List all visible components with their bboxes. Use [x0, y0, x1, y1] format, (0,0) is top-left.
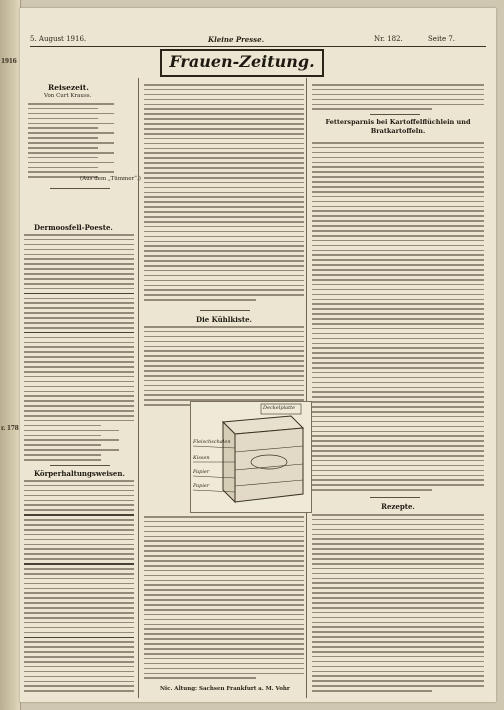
article-text: [312, 142, 484, 494]
article-text: [144, 516, 304, 682]
article-title-dermoosfell: Dermoosfell-Poeste.: [34, 223, 113, 232]
newspaper-page: [20, 8, 496, 702]
label-papier-2: Papier: [193, 483, 210, 489]
article-text: [24, 480, 134, 695]
separator: [50, 188, 110, 189]
article-title-rezepte: Rezepte.: [381, 502, 415, 511]
column-divider: [138, 78, 139, 698]
article-text: [144, 326, 304, 409]
separator: [50, 465, 110, 466]
separator: [370, 497, 420, 498]
label-deckelplatte: Deckelplatte: [263, 405, 296, 411]
cooling-box-illustration: [190, 401, 312, 513]
separator: [200, 310, 250, 311]
article-text: [312, 514, 484, 695]
article-text: [144, 84, 304, 304]
adjacent-page-strip: [0, 0, 21, 710]
article-title-reisezeit: Reisezeit.: [48, 83, 89, 92]
page-number: Seite 7.: [428, 35, 456, 43]
issue-number: Nr. 182.: [374, 35, 403, 43]
label-kissen: Kissen: [193, 455, 210, 461]
running-head: [30, 35, 486, 46]
page-date: 5. August 1916.: [30, 35, 87, 43]
kartoffel-title-text: Fettersparnis bei Kartoffelflüchlein und Bratkartoffeln.: [325, 118, 471, 135]
label-papier: Papier: [193, 469, 210, 475]
poem-text: [28, 103, 128, 181]
separator: [370, 114, 420, 115]
strip-year: 1916: [1, 58, 17, 65]
strip-number: r. 178: [1, 425, 19, 432]
article-author: Von Curt Krauss.: [44, 93, 92, 99]
article-text: [24, 234, 134, 464]
poem-source: (Aus dem „Tümmer“.): [80, 176, 141, 182]
label-fleischschalen: Fleischschalen: [193, 439, 231, 445]
article-title-kuehlkiste: Die Kühlkiste.: [196, 315, 252, 324]
article-title-koerperhaltung: Körperhaltungsweisen.: [34, 469, 125, 478]
header-rule: [30, 46, 486, 47]
page-title: Frauen-Zeitung.: [160, 49, 324, 77]
column-divider: [306, 78, 307, 698]
article-text: [312, 84, 484, 113]
article-signature: Nic. Altung: Sachsen Frankfurt a. M. Vohr: [160, 686, 290, 692]
page-section: Kleine Presse.: [208, 35, 265, 44]
article-title-kartoffel: [312, 118, 484, 136]
